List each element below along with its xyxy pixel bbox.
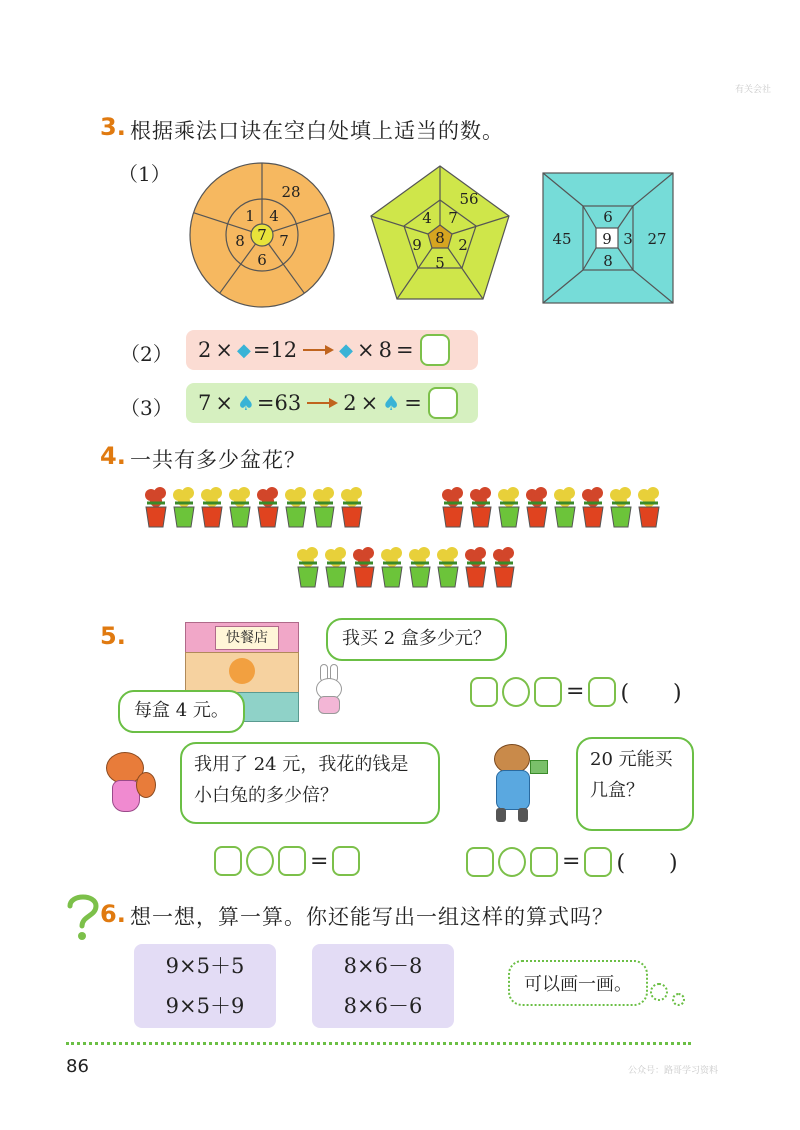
flower-pot-icon [143,485,169,529]
pentagon-outer-1: 56 [459,190,479,208]
times-sign: × [215,338,233,362]
spade-icon: ♠ [382,391,401,415]
flower-pot-icon [311,485,337,529]
spade-icon: ♠ [236,391,255,415]
circle-center: 7 [257,226,267,244]
flower-pot-icon [351,545,377,589]
part-2-equation [186,330,478,370]
pentagon-inner-2: 7 [448,209,458,227]
calc-group-1-line-1: 9×5＋5 [165,954,245,978]
part-2-label: （2） [120,342,173,366]
square-inner-3: 8 [603,252,613,270]
square-outer-2: 27 [647,230,667,248]
equals-sign: = [256,391,275,415]
price-speech-bubble: 每盒 4 元。 [118,690,245,733]
times-sign: × [215,391,233,415]
square-inner-1: 6 [603,208,613,226]
part-3-b: 2 [343,391,357,415]
unit-blank: ( ) [616,851,678,876]
flower-pot-icon [199,485,225,529]
flower-pot-icon [295,545,321,589]
part-3-label: （3） [120,396,173,420]
circle-inner-2: 4 [269,207,279,225]
fox-girl-icon [98,752,154,816]
cow-speech-bubble: 20 元能买几盒？ [576,737,694,831]
equals-sign: = [310,848,329,874]
question-5-number: 5. [100,622,126,650]
pentagon-inner-5: 9 [412,236,422,254]
question-6-number: 6. [100,900,126,928]
calc-group-1 [134,944,276,1028]
rabbit-icon [312,664,348,714]
part-1-label: （1） [118,162,171,186]
flower-pot-icon [491,545,517,589]
shop-sign: 快餐店 [215,626,279,650]
flower-pot-icon [580,485,606,529]
shopkeeper-cat-icon [229,658,255,684]
equals-sign: = [566,679,585,704]
equals-sign: = [396,338,414,362]
flower-pot-icon [496,485,522,529]
diamond-icon: ◆ [339,339,354,361]
answer-box[interactable] [530,847,558,877]
flower-pot-icon [283,485,309,529]
money-icon [530,760,548,774]
unit-blank: ( ) [620,681,682,706]
circle-wheel-diagram [185,160,340,310]
equation-boxes-for-twenty [466,846,678,877]
operator-circle[interactable] [502,677,530,707]
flower-pot-row-2 [440,485,664,533]
answer-box[interactable] [428,387,458,419]
flower-pot-icon [379,545,405,589]
flower-pot-icon [435,545,461,589]
times-sign: × [357,338,375,362]
footer-divider [66,1042,691,1045]
part-3-a: 7 [198,391,212,415]
flower-pot-icon [552,485,578,529]
question-4-number: 4. [100,442,126,470]
answer-box[interactable] [470,677,498,707]
operator-circle[interactable] [246,846,274,876]
answer-box[interactable] [466,847,494,877]
pentagon-center: 8 [435,229,445,247]
pentagon-inner-1: 4 [422,209,432,227]
question-4-title: 一共有多少盆花？ [130,448,306,472]
part-3-result: 63 [274,391,302,415]
calc-group-2 [312,944,454,1028]
answer-box[interactable] [332,846,360,876]
square-inner-2: 3 [623,230,633,248]
flower-pot-row-3 [295,545,519,593]
square-diagram [542,172,674,304]
thought-dot [650,983,668,1001]
circle-inner-1: 1 [245,207,255,225]
circle-outer-1: 28 [281,183,301,201]
thinking-question-mark-icon [62,892,104,942]
footer-mark: 公众号：路哥学习资料 [628,1066,719,1076]
answer-box[interactable] [584,847,612,877]
circle-inner-4: 6 [257,251,267,269]
equation-times-multiple [214,846,360,876]
circle-inner-3: 7 [279,232,289,250]
thought-dot [672,993,685,1006]
equals-sign: = [404,391,422,415]
calc-group-1-line-2: 9×5＋9 [165,994,245,1018]
pentagon-inner-4: 5 [435,254,445,272]
page-number: 86 [66,1056,89,1077]
flower-pot-icon [171,485,197,529]
calc-group-2-line-2: 8×6－6 [343,994,423,1018]
question-6-title: 想一想，算一算。你还能写出一组这样的算式吗？ [130,905,614,929]
calc-group-2-line-1: 8×6－8 [343,954,423,978]
flower-pot-icon [608,485,634,529]
diamond-icon: ◆ [236,339,251,361]
pentagon-diagram [365,160,515,305]
answer-box[interactable] [588,677,616,707]
header-mark: 有关会社 [735,85,772,95]
equals-sign: = [252,338,271,362]
circle-inner-5: 8 [235,232,245,250]
answer-box[interactable] [278,846,306,876]
times-sign: × [360,391,379,415]
question-3-title: 根据乘法口诀在空白处填上适当的数。 [130,119,504,143]
fox-speech-bubble: 我用了 24 元，我花的钱是小白兔的多少倍？ [180,742,440,824]
flower-pot-icon [440,485,466,529]
part-2-a: 2 [198,338,212,362]
flower-pot-icon [407,545,433,589]
arrow-right-icon [305,397,339,409]
part-2-result: 12 [270,338,298,362]
flower-pot-row-1 [143,485,367,533]
flower-pot-icon [636,485,662,529]
part-3-equation [186,383,478,423]
flower-pot-icon [227,485,253,529]
square-outer-1: 45 [552,230,572,248]
flower-pot-icon [468,485,494,529]
equation-buy-two-boxes [470,676,682,707]
pentagon-inner-3: 2 [458,236,468,254]
flower-pot-icon [524,485,550,529]
answer-box[interactable] [420,334,450,366]
part-2-b: 8 [378,338,392,362]
square-center: 9 [602,230,612,248]
operator-circle[interactable] [498,847,526,877]
equals-sign: = [562,849,581,874]
cow-icon [478,742,548,824]
flower-pot-icon [339,485,365,529]
answer-box[interactable] [214,846,242,876]
answer-box[interactable] [534,677,562,707]
flower-pot-icon [255,485,281,529]
question-3-number: 3. [100,113,126,141]
flower-pot-icon [463,545,489,589]
hint-thought-bubble: 可以画一画。 [508,960,648,1006]
flower-pot-icon [323,545,349,589]
rabbit-speech-bubble: 我买 2 盒多少元？ [326,618,507,661]
arrow-right-icon [301,344,335,356]
